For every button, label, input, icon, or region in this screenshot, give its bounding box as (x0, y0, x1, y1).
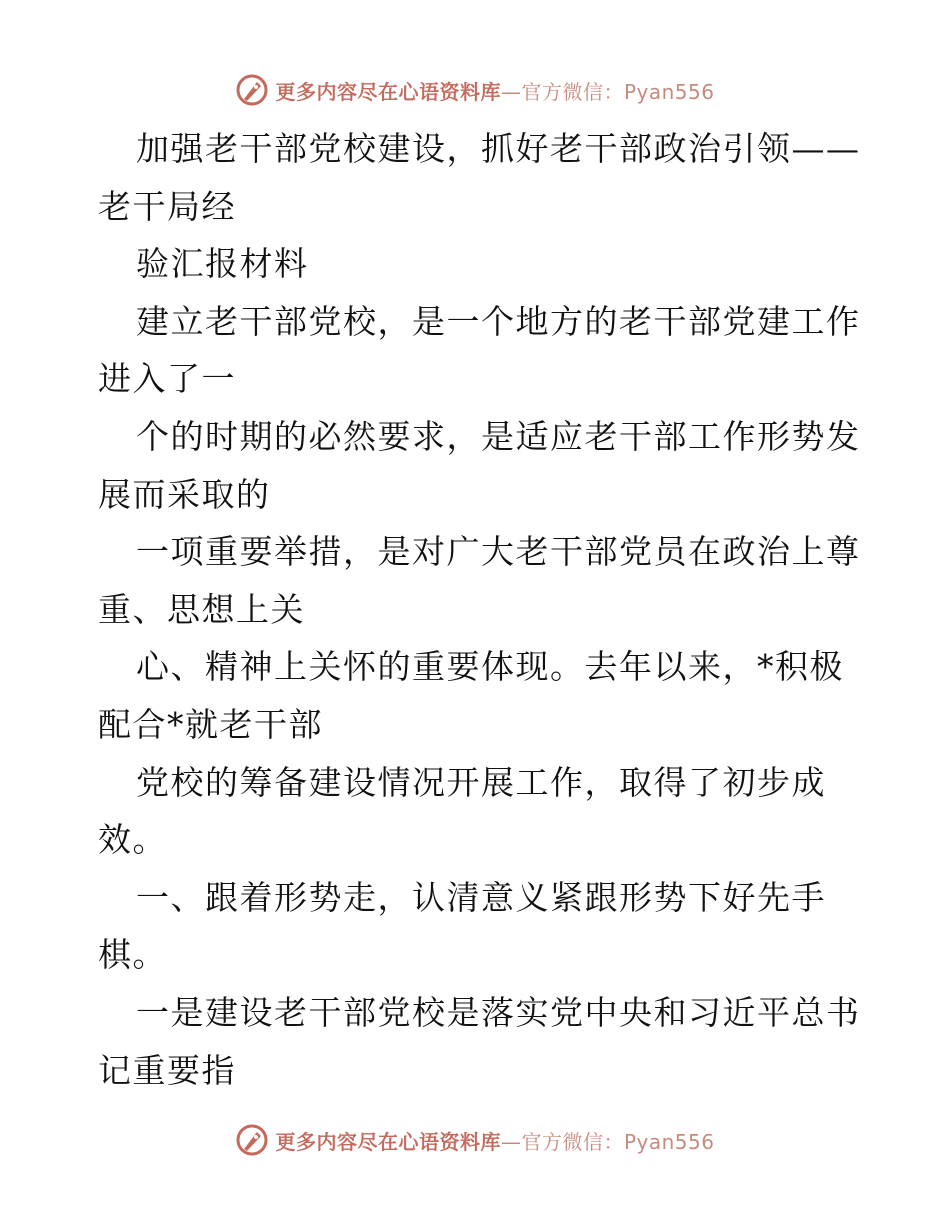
doc-line: 建立老干部党校，是一个地方的老干部党建工作 (136, 301, 861, 341)
header-watermark (0, 70, 950, 110)
doc-line: 进入了一 (98, 359, 236, 399)
watermark-dash: — (500, 79, 522, 104)
doc-line: 重、思想上关 (98, 589, 305, 629)
watermark-main-text: 更多内容尽在心语资料库 (275, 79, 501, 104)
pen-nib-circle-icon (235, 1123, 269, 1157)
pen-nib-circle-icon (235, 73, 269, 107)
footer-watermark (0, 1120, 950, 1160)
doc-line: 验汇报材料 (136, 244, 309, 284)
doc-line: 加强老干部党校建设，抓好老干部政治引领—— (136, 129, 861, 168)
doc-line: 心、精神上关怀的重要体现。去年以来，*积极 (136, 647, 844, 687)
doc-line: 效。 (98, 820, 167, 860)
doc-line: 党校的筹备建设情况开展工作，取得了初步成 (136, 762, 826, 802)
watermark-dash: — (500, 1129, 522, 1154)
doc-line: 一项重要举措，是对广大老干部党员在政治上尊 (136, 532, 861, 572)
watermark-main-text: 更多内容尽在心语资料库 (275, 1129, 501, 1154)
doc-line: 一是建设老干部党校是落实党中央和习近平总书 (136, 992, 861, 1032)
document-body (98, 120, 861, 1099)
doc-line: 棋。 (98, 935, 167, 975)
watermark-secondary-text: 官方微信：Pyan556 (521, 79, 715, 104)
doc-line: 个的时期的必然要求，是适应老干部工作形势发 (136, 416, 861, 456)
watermark-secondary-text: 官方微信：Pyan556 (521, 1129, 715, 1154)
doc-line: 配合*就老干部 (98, 704, 323, 744)
doc-line: 展而采取的 (98, 474, 271, 514)
doc-line: 记重要指 (98, 1050, 236, 1090)
doc-line: 一、跟着形势走，认清意义紧跟形势下好先手 (136, 877, 826, 917)
doc-line: 老干局经 (98, 186, 236, 226)
